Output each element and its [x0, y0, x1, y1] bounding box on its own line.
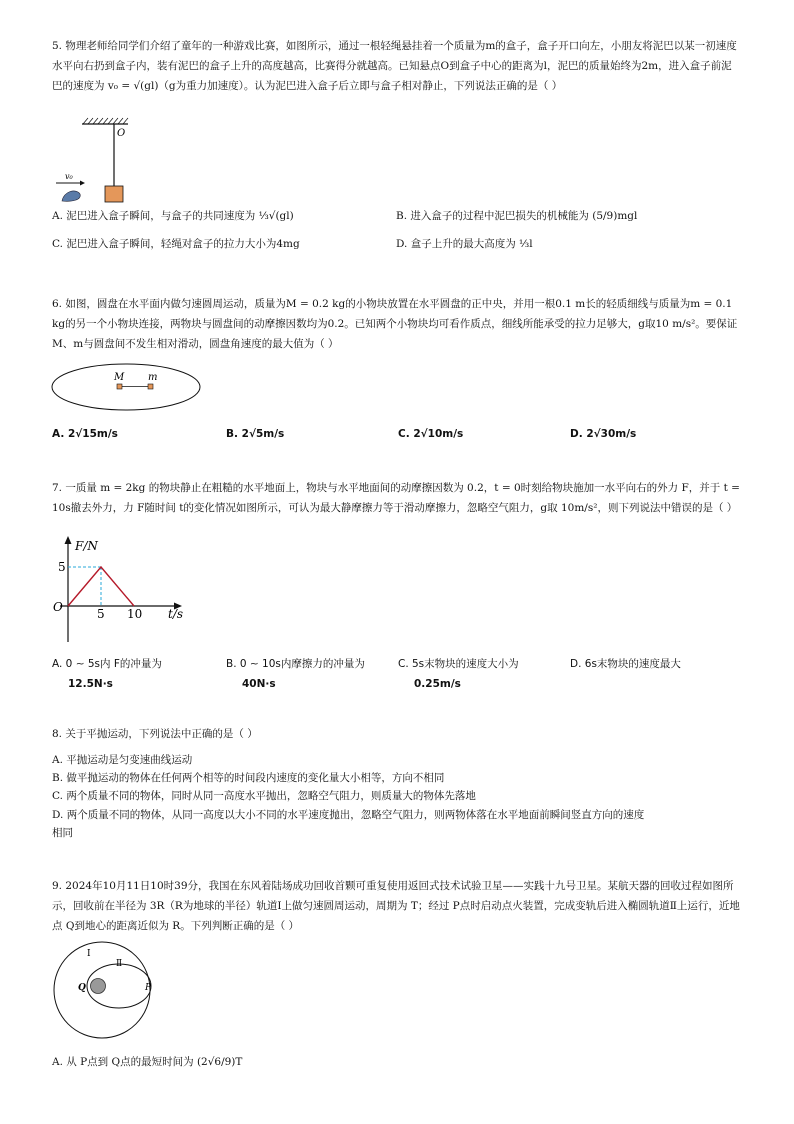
q6-option-c[interactable]: C. 2√10m/s	[398, 428, 464, 440]
q7-option-c-line1: C. 5s末物块的速度大小为	[398, 658, 519, 670]
q8-option-a[interactable]: A. 平抛运动是匀变速曲线运动	[52, 754, 193, 766]
y-tick-label: 5	[58, 560, 66, 574]
y-axis-arrow	[65, 536, 72, 544]
orbit-2-label: Ⅱ	[116, 959, 123, 969]
box	[105, 186, 123, 202]
block-M	[117, 384, 122, 389]
pivot-label: O	[117, 128, 126, 139]
q8-option-b[interactable]: B. 做平抛运动的物体在任何两个相等的时间段内速度的变化量大小相等，方向不相同	[52, 772, 445, 784]
question-9-stem: 9. 2024年10月11日10时39分，我国在东风着陆场成功回收首颗可重复使用返回式技术试验卫星——实践十九号卫星。某航天器的回收过程如图所示，回收前在半径为 3R（R为地球的半径）轨道Ⅰ上做匀速圆周运动，周期为 T；经过 P点时启动点火装置，完成变轨后进入椭圆轨道Ⅱ上运行，近地点 Q到地心的距离近似为 R。下列判断正确的是（ ）	[52, 880, 740, 932]
point-P-label: P	[145, 983, 152, 993]
question-9	[52, 876, 742, 936]
q7-option-b-line2: 40N·s	[242, 678, 276, 690]
disc	[52, 364, 200, 410]
q8-option-d-line1: D. 两个质量不同的物体，从同一高度以大小不同的水平速度抛出，忽略空气阻力，则两物体落在水平地面前瞬间竖直方向的速度	[52, 809, 645, 821]
q5-option-b[interactable]: B. 进入盒子的过程中泥巴损失的机械能为 (5/9)mgl	[396, 210, 638, 222]
q7-option-c[interactable]	[398, 654, 519, 694]
q7-option-a-line1: A. 0 ∼ 5s内 F的冲量为	[52, 658, 162, 670]
question-8-stem: 8. 关于平抛运动，下列说法中正确的是（ ）	[52, 728, 258, 740]
mass-m-label: m	[148, 372, 158, 383]
question-5	[52, 36, 742, 96]
q5-option-c[interactable]: C. 泥巴进入盒子瞬间，轻绳对盒子的拉力大小为4mg	[52, 238, 300, 250]
q6-option-b[interactable]: B. 2√5m/s	[226, 428, 285, 440]
q7-option-c-line2: 0.25m/s	[414, 678, 461, 690]
orbit-1-label: Ⅰ	[87, 949, 91, 959]
x-axis-label: t/s	[168, 607, 184, 621]
block-m	[148, 384, 153, 389]
force-time-chart	[50, 534, 190, 644]
q8-option-d-line2: 相同	[52, 827, 73, 839]
orbit-figure	[50, 938, 160, 1044]
q7-option-a-line2: 12.5N·s	[68, 678, 113, 690]
mass-M-label: M	[114, 372, 125, 383]
question-6	[52, 294, 742, 354]
q6-option-d[interactable]: D. 2√30m/s	[570, 428, 637, 440]
question-7-stem: 7. 一质量 m = 2kg 的物块静止在粗糙的水平地面上，物块与水平地面间的动摩擦因数为 0.2，t = 0时刻给物块施加一水平向右的外力 F，并于 t = 10s撤去外力，力 F随时间 t的变化情况如图所示，可认为最大静摩擦力等于滑动摩擦力，忽略空气阻力，g取 10m/s²，则下列说法中错误的是（ ）	[52, 482, 740, 514]
q7-option-d-line1: D. 6s末物块的速度最大	[570, 658, 681, 670]
point-Q-label: Q	[78, 983, 86, 993]
clay-lump	[62, 191, 80, 201]
disc-figure	[50, 362, 202, 412]
q8-option-c[interactable]: C. 两个质量不同的物体，同时从同一高度水平抛出，忽略空气阻力，则质量大的物体先落地	[52, 790, 476, 802]
earth	[91, 979, 106, 994]
question-6-stem: 6. 如图，圆盘在水平面内做匀速圆周运动，质量为M = 0.2 kg的小物块放置在水平圆盘的正中央，并用一根0.1 m长的轻质细线与质量为m = 0.1 kg的另一个小物块连接，两物块与圆盘间的动摩擦因数均为0.2。已知两个小物块均可看作质点，细线所能承受的拉力足够大，g取10 m/s²。要保证M、m与圆盘间不发生相对滑动，圆盘角速度的最大值为（ ）	[52, 298, 738, 350]
q8-option-d[interactable]	[52, 806, 644, 842]
x-tick-label-5: 5	[97, 607, 105, 621]
q7-option-a[interactable]	[52, 654, 162, 694]
velocity-label: v₀	[65, 172, 73, 181]
question-8	[52, 724, 742, 744]
y-axis-label: F/N	[75, 539, 98, 553]
q7-option-b-line1: B. 0 ∼ 10s内摩擦力的冲量为	[226, 658, 365, 670]
question-7	[52, 478, 742, 518]
q6-option-a[interactable]: A. 2√15m/s	[52, 428, 118, 440]
x-tick-label-10: 10	[127, 607, 143, 621]
q5-option-a[interactable]: A. 泥巴进入盒子瞬间，与盒子的共同速度为 ⅓√(gl)	[52, 210, 294, 222]
origin-label: O	[53, 600, 63, 614]
pendulum-figure	[50, 116, 150, 208]
velocity-arrowhead	[80, 181, 85, 186]
q9-option-a[interactable]: A. 从 P点到 Q点的最短时间为 (2√6/9)T	[52, 1056, 243, 1068]
q7-option-d[interactable]	[570, 654, 681, 674]
q5-option-d[interactable]: D. 盒子上升的最大高度为 ⅓l	[396, 238, 533, 250]
question-5-stem: 5. 物理老师给同学们介绍了童年的一种游戏比赛，如图所示，通过一根轻绳悬挂着一个质量为m的盒子，盒子开口向左，小朋友将泥巴以某一初速度水平向右扔到盒子内，装有泥巴的盒子上升的高度越高，比赛得分就越高。已知悬点O到盒子中心的距离为l，泥巴的质量始终为2m，进入盒子前泥巴的速度为 v₀ = √(gl)（g为重力加速度）。认为泥巴进入盒子后立即与盒子相对静止，下列说法正确的是（ ）	[52, 40, 737, 92]
q7-option-b[interactable]	[226, 654, 365, 694]
